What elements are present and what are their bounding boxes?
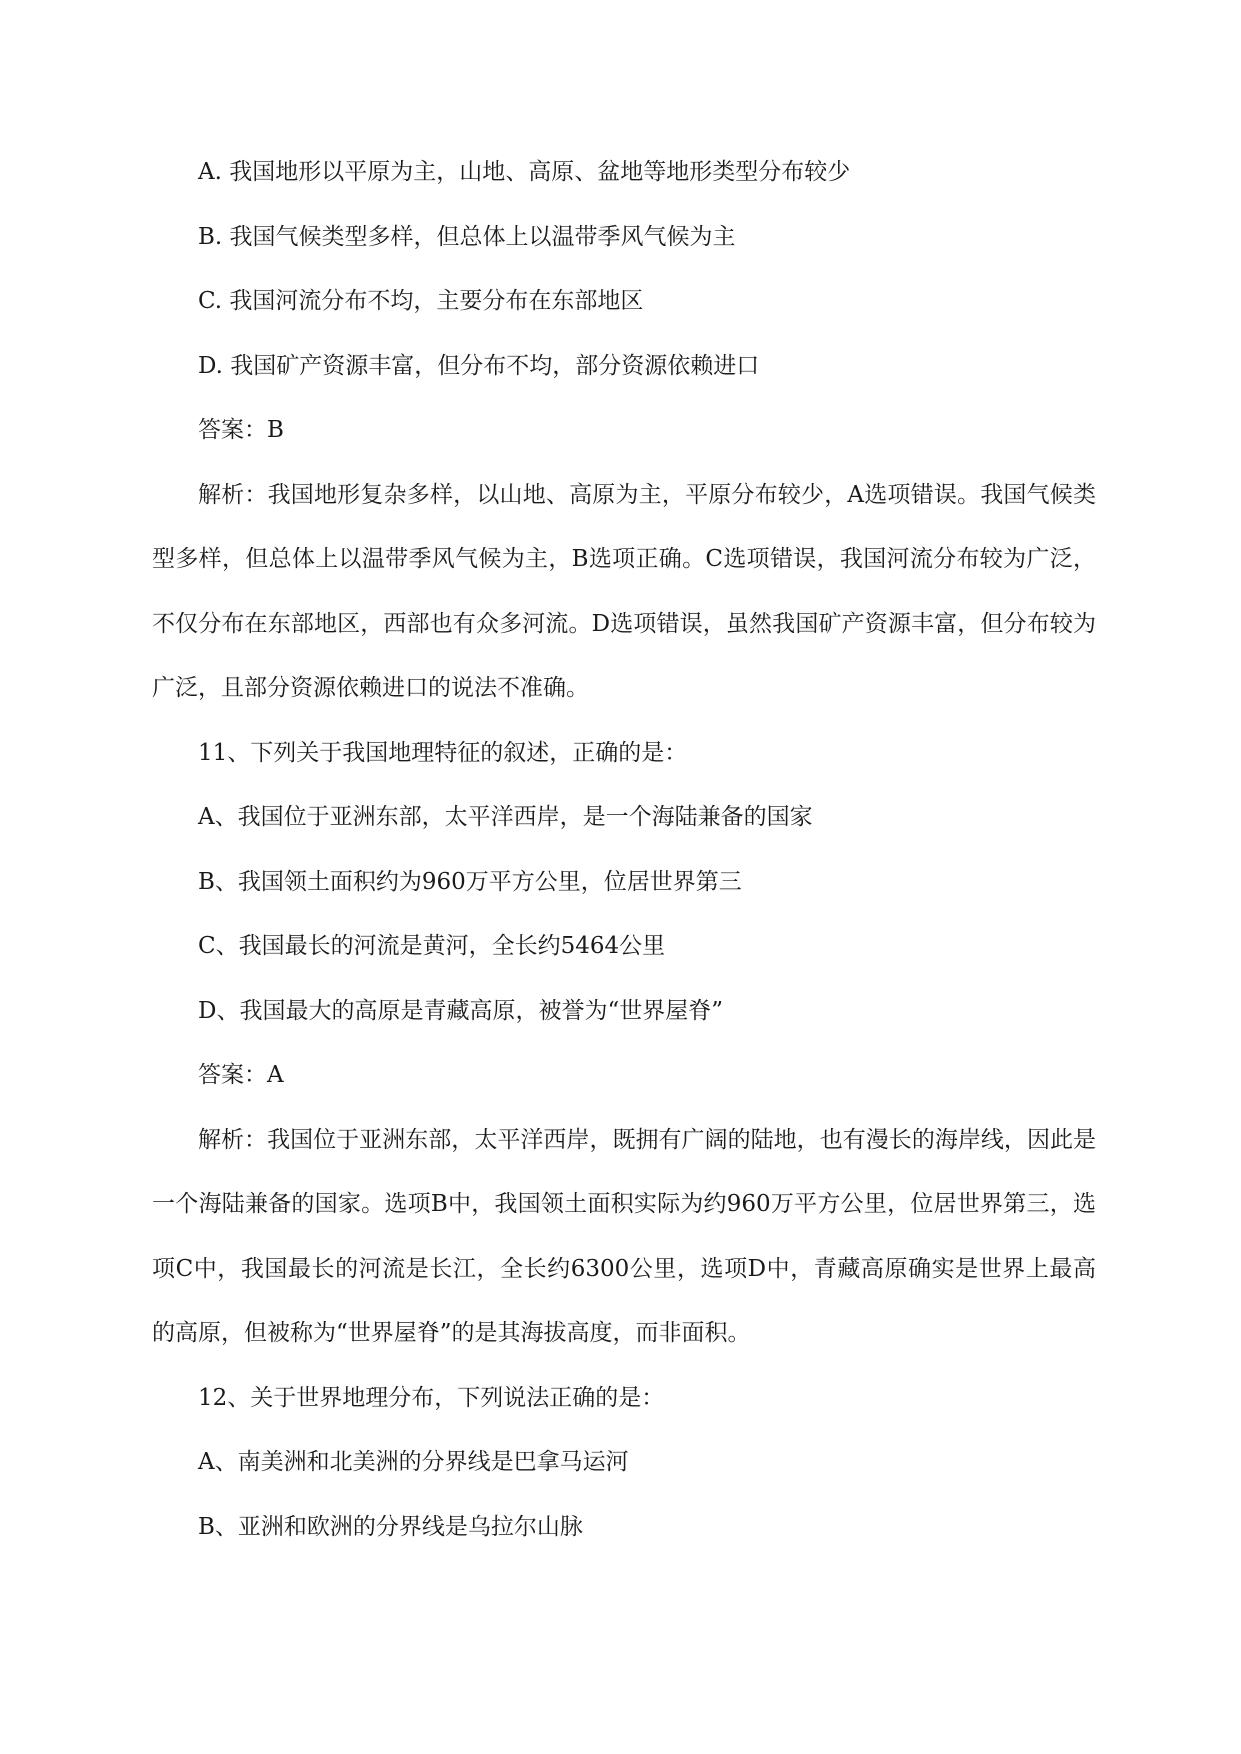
- option-a-q10: A. 我国地形以平原为主，山地、高原、盆地等地形类型分布较少: [198, 159, 851, 185]
- answer-q10: 答案：B: [198, 417, 284, 443]
- option-b-q11: B、我国领土面积约为960万平方公里，位居世界第三: [198, 868, 742, 895]
- explanation-q10: 解析：我国地形复杂多样，以山地、高原为主，平原分布较少，A选项错误。我国气候类型多样，但总体上以温带季风气候为主，B选项正确。C选项错误，我国河流分布较为广泛，不仅分布在东部地区，西部也有众多河流。D选项错误，虽然我国矿产资源丰富，但分布较为广泛，且部分资源依赖进口的说法不准确。: [152, 481, 1096, 701]
- document-page: [152, 140, 1096, 1559]
- option-c-q10: C. 我国河流分布不均，主要分布在东部地区: [198, 288, 644, 314]
- option-a-q12: A、南美洲和北美洲的分界线是巴拿马运河: [198, 1449, 629, 1475]
- option-b-q10: B. 我国气候类型多样，但总体上以温带季风气候为主: [198, 223, 736, 250]
- question-12: 12、关于世界地理分布，下列说法正确的是：: [198, 1384, 665, 1411]
- option-b-q12: B、亚洲和欧洲的分界线是乌拉尔山脉: [198, 1513, 583, 1540]
- option-c-q11: C、我国最长的河流是黄河，全长约5464公里: [198, 933, 666, 959]
- answer-q11: 答案：A: [198, 1062, 284, 1088]
- option-d-q11: D、我国最大的高原是青藏高原，被誉为“世界屋脊”: [198, 997, 723, 1024]
- option-a-q11: A、我国位于亚洲东部，太平洋西岸，是一个海陆兼备的国家: [198, 804, 813, 830]
- question-11: 11、下列关于我国地理特征的叙述，正确的是：: [198, 739, 688, 766]
- explanation-q11: 解析：我国位于亚洲东部，太平洋西岸，既拥有广阔的陆地，也有漫长的海岸线，因此是一个海陆兼备的国家。选项B中，我国领土面积实际为约960万平方公里，位居世界第三，选项C中，我国最长的河流是长江，全长约6300公里，选项D中，青藏高原确实是世界上最高的高原，但被称为“世界屋脊”的是其海拔高度，而非面积。: [152, 1126, 1096, 1346]
- option-d-q10: D. 我国矿产资源丰富，但分布不均，部分资源依赖进口: [198, 352, 760, 379]
